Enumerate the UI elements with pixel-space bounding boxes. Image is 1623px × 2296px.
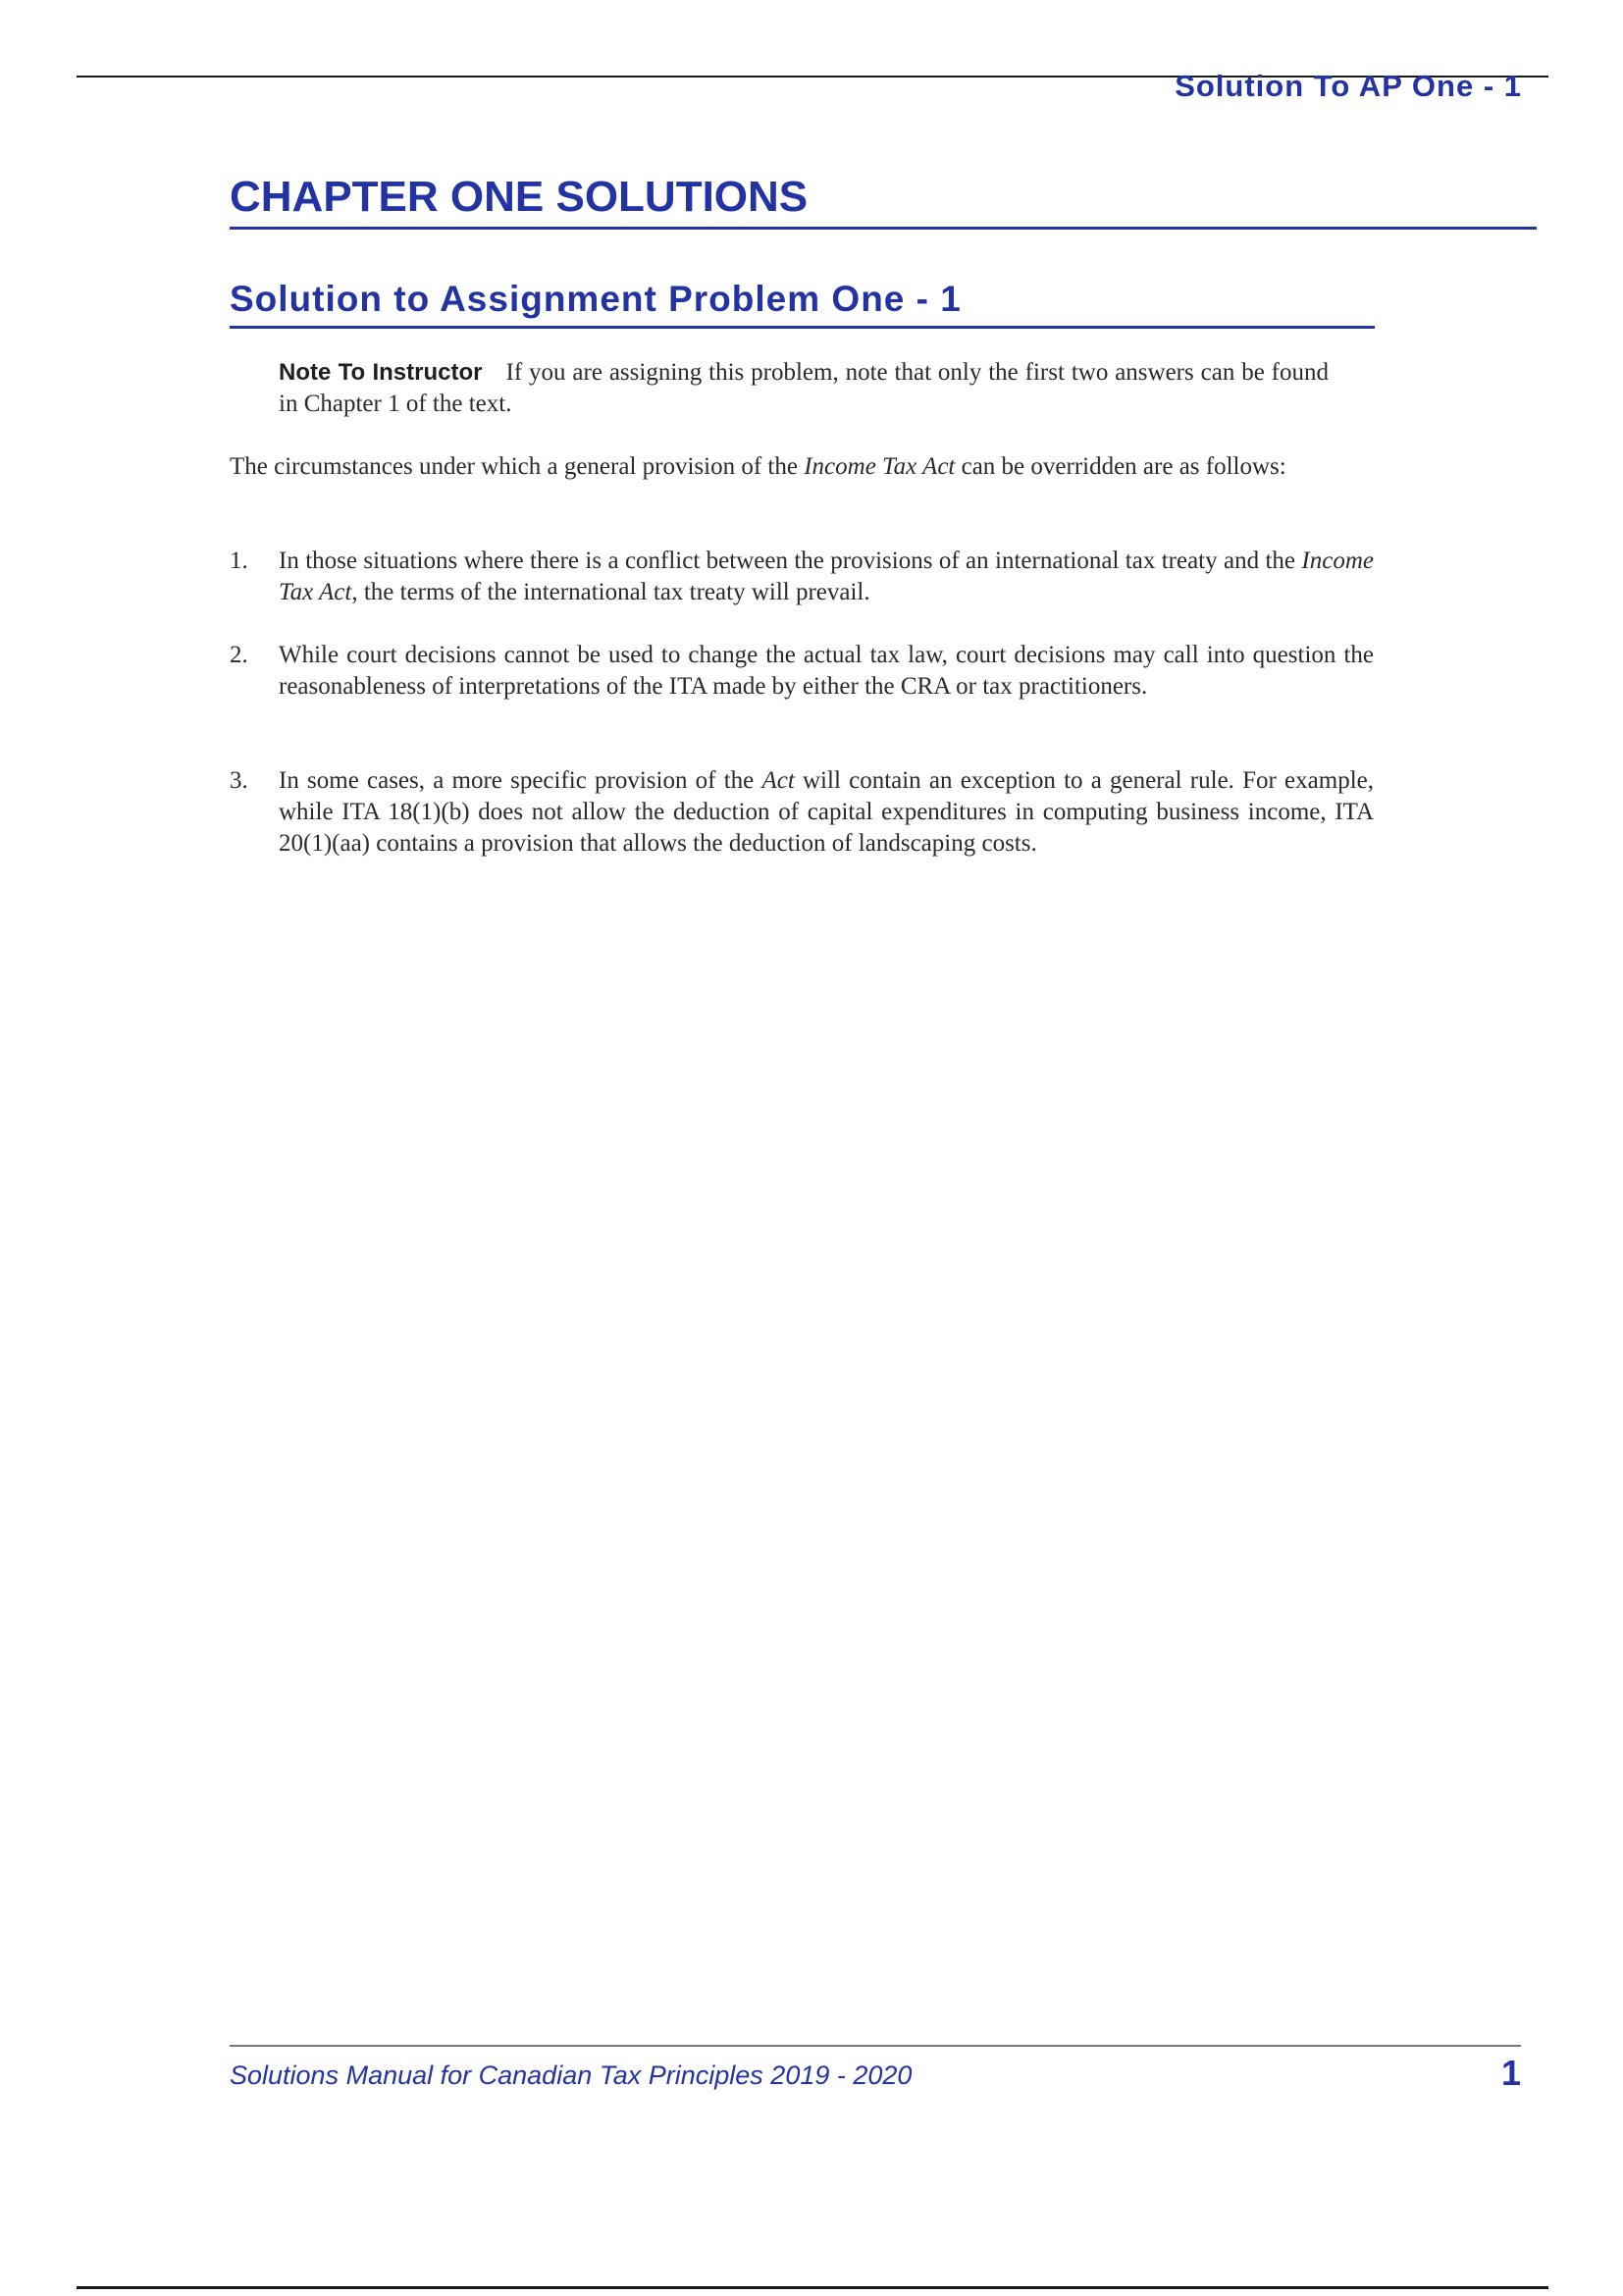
list-number: 1. (230, 548, 248, 574)
list-item (230, 546, 1374, 608)
list-text-italic: Act (761, 767, 795, 794)
list-item (230, 640, 1374, 703)
intro-text-before: The circumstances under which a general provision of the (230, 453, 805, 480)
list-text-before: In some cases, a more specific provision of the (279, 767, 762, 794)
list-number: 3. (230, 767, 248, 794)
list-text (279, 765, 1374, 860)
section-title: Solution to Assignment Problem One - 1 (230, 279, 962, 319)
list-text-italic: Income Tax Act (279, 548, 1374, 605)
chapter-title: CHAPTER ONE SOLUTIONS (230, 173, 809, 221)
list-text (279, 546, 1374, 608)
list-number: 2. (230, 642, 248, 668)
note-text: If you are assigning this problem, note that only the first two answers can be found in Chapter 1 of the text. (279, 359, 1330, 417)
section-rule (230, 326, 1375, 329)
list-text-after: will contain an exception to a general rule. For example, while ITA 18(1)(b) does not allow the deduction of capital expenditures in computing business income, ITA 20(1)(aa) contains a provision that allows the deduction of landscaping costs. (279, 767, 1374, 857)
footer-title: Solutions Manual for Canadian Tax Principles 2019 - 2020 (230, 2061, 913, 2090)
page-number: 1 (1500, 2053, 1521, 2093)
note-label: Note To Instructor (279, 359, 483, 386)
list-text-after: , the terms of the international tax treaty will prevail. (351, 579, 870, 605)
list-text-before: In those situations where there is a conflict between the provisions of an international tax treaty and the (279, 548, 1302, 574)
bottom-rule (77, 2286, 1548, 2289)
chapter-rule (230, 227, 1537, 230)
intro-text-after: can be overridden are as follows: (955, 453, 1286, 480)
list-text: While court decisions cannot be used to change the actual tax law, court decisions may call into question the reasonableness of interpretations of the ITA made by either the CRA or tax practitioners. (279, 642, 1374, 700)
intro-paragraph (230, 451, 1374, 483)
instructor-note (279, 357, 1329, 420)
list-item (230, 765, 1374, 860)
intro-text-italic: Income Tax Act (804, 453, 956, 480)
footer-rule (230, 2045, 1521, 2047)
running-head: Solution To AP One - 1 (1175, 69, 1522, 103)
